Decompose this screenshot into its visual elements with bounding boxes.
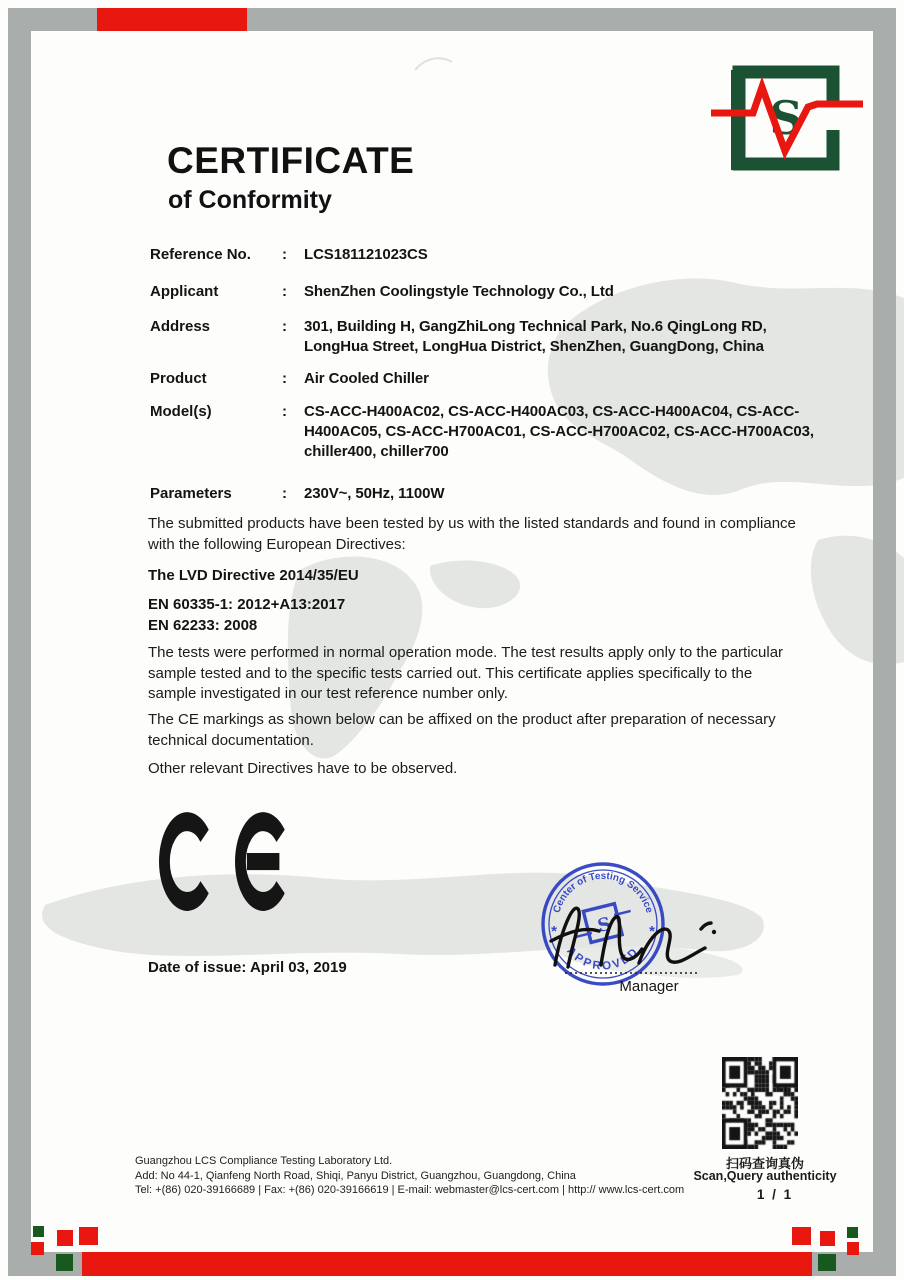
footer-company: Guangzhou LCS Compliance Testing Laboratory Ltd. [135, 1155, 393, 1167]
stamp-top-text: Center of Testing Service [551, 870, 655, 915]
corner-deco-square [847, 1242, 859, 1255]
corner-deco-square [31, 1242, 44, 1255]
field-label: Reference No. [150, 246, 251, 263]
field-row-applicant [150, 282, 830, 302]
corner-deco-square [847, 1227, 858, 1238]
corner-deco-square [792, 1227, 811, 1245]
page-title: CERTIFICATE [167, 140, 415, 181]
field-label: Model(s) [150, 403, 212, 420]
footer-company-block [135, 1154, 700, 1198]
qr-caption-cn: 扫码查询真伪 [725, 1156, 804, 1171]
field-colon: : [282, 246, 287, 263]
lcs-logo-letter: S [769, 91, 803, 145]
field-colon: : [282, 283, 287, 300]
page-number: 1 / 1 [756, 1187, 794, 1202]
stamp-logo-letter: S [595, 913, 614, 937]
page-subtitle: of Conformity [168, 186, 332, 214]
field-colon: : [282, 370, 287, 387]
field-value: ShenZhen Coolingstyle Technology Co., Ltd [304, 283, 614, 300]
field-label: Product [150, 370, 207, 387]
standard-en-60335: EN 60335-1: 2012+A13:2017 [148, 596, 346, 613]
certificate-fields [150, 245, 830, 504]
field-value: 301, Building H, GangZhiLong Technical Park, No.6 QingLong RD, LongHua Street, LongHua District, ShenZhen, GuangDong, China [304, 318, 767, 355]
field-colon: : [282, 485, 287, 502]
corner-deco-square [56, 1254, 73, 1271]
tests-paragraph: The tests were performed in normal operation mode. The test results apply only to the particular sample tested and to the specific tests carried out. This certificate applies specifically to the sample investigated in our test reference number only. [148, 644, 784, 702]
corner-deco-square [57, 1230, 73, 1246]
approval-stamp [515, 845, 740, 1005]
qr-code [722, 1057, 798, 1149]
corner-deco-square [79, 1227, 98, 1245]
standard-en-62233: EN 62233: 2008 [148, 617, 258, 634]
field-row-product [150, 369, 830, 389]
date-of-issue: Date of issue: April 03, 2019 [148, 959, 347, 976]
intro-paragraph: The submitted products have been tested by us with the listed standards and found in compliance with the following European Directives: [148, 515, 796, 553]
border-right [873, 8, 896, 1276]
lcs-logo [705, 60, 870, 178]
field-row-models [150, 402, 830, 462]
stamp-side-asterisk: * [649, 923, 655, 940]
stamp-side-asterisk: * [551, 923, 557, 940]
field-row-parameters [150, 484, 830, 504]
lvd-directive-heading: The LVD Directive 2014/35/EU [148, 567, 359, 584]
pencil-mark [415, 58, 452, 70]
field-label: Parameters [150, 485, 232, 502]
footer-contact: Tel: +(86) 020-39166689 | Fax: +(86) 020-39166619 | E-mail: webmaster@lcs-cert.com | http:// www.lcs-cert.com [135, 1184, 685, 1196]
field-row-address [150, 317, 830, 357]
ce-markings-paragraph: The CE markings as shown below can be affixed on the product after preparation of necessary technical documentation. [148, 711, 776, 749]
field-colon: : [282, 403, 287, 420]
field-label: Address [150, 318, 211, 335]
manager-label: Manager [619, 978, 679, 995]
border-bottom-red-segment [82, 1252, 812, 1276]
field-row-reference [150, 245, 830, 265]
border-left [8, 8, 31, 1276]
field-value: CS-ACC-H400AC02, CS-ACC-H400AC03, CS-ACC-H400AC04, CS-ACC-H400AC05, CS-ACC-H700AC01, CS-ACC-H700AC02, CS-ACC-H700AC03, chiller400, chiller700 [304, 403, 814, 460]
ce-mark [146, 812, 298, 913]
other-directives-paragraph: Other relevant Directives have to be observed. [148, 760, 458, 777]
field-value: LCS181121023CS [304, 246, 428, 263]
footer-address: Add: No 44-1, Qianfeng North Road, Shiqi, Panyu District, Guangzhou, Guangdong, China [135, 1169, 576, 1182]
field-value: Air Cooled Chiller [304, 370, 429, 387]
corner-deco-square [818, 1254, 836, 1271]
field-label: Applicant [150, 283, 219, 300]
qr-caption-en: Scan,Query authenticity [693, 1169, 837, 1183]
corner-deco-square [820, 1231, 835, 1246]
field-value: 230V~, 50Hz, 1100W [304, 485, 445, 502]
corner-deco-square [33, 1226, 44, 1237]
border-top-red-segment [97, 8, 247, 31]
field-colon: : [282, 318, 287, 335]
stamp-bottom-text: APPROVED [564, 944, 642, 973]
